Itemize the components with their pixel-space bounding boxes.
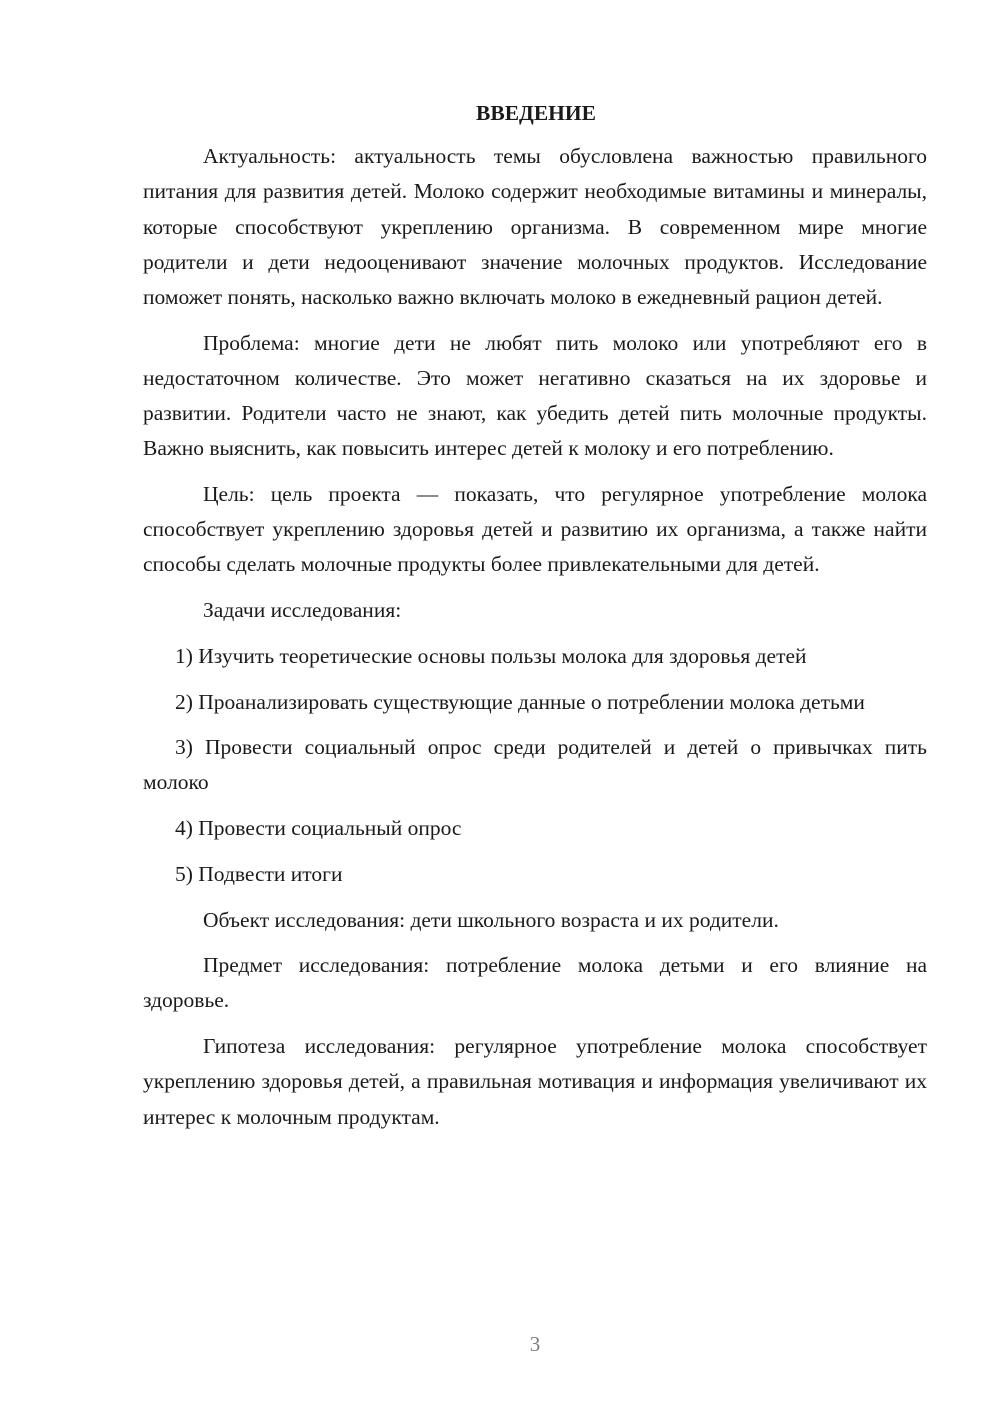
task-item-5: 5) Подвести итоги [175,861,343,886]
paragraph-object: Объект исследования: дети школьного возраста и их родители. [203,907,779,932]
page-number: 3 [529,1332,541,1356]
task-item-4: 4) Провести социальный опрос [175,816,462,841]
paragraph-hypothesis: Гипотеза исследования: регулярное употребление молока способствует укреплению здоровья детей, а правильная мотивация и информация увеличивают их интерес к молочным продуктам. [143,1034,927,1129]
paragraph-subject: Предмет исследования: потребление молока детьми и его влияние на здоровье. [143,953,927,1013]
section-title: ВВЕДЕНИЕ [476,101,596,125]
paragraph-goal: Цель: цель проекта — показать, что регулярное употребление молока способствует укреплению здоровья детей и развитию их организма, а также найти способы сделать молочные продукты более привлекательными для детей. [143,482,927,577]
document-body [143,96,927,1145]
task-item-2: 2) Проанализировать существующие данные о потреблении молока детьми [175,689,865,714]
task-item-1: 1) Изучить теоретические основы пользы молока для здоровья детей [175,643,807,668]
task-item-3: 3) Провести социальный опрос среди родителей и детей о привычках пить молоко [143,735,927,795]
paragraph-problem: Проблема: многие дети не любят пить молоко или употребляют его в недостаточном количестве. Это может негативно сказаться на их здоровье и развитии. Родители часто не знают, как убедить детей пить молочные продукты. Важно выяснить, как повысить интерес детей к молоку и его потреблению. [143,330,927,461]
paragraph-relevance: Актуальность: актуальность темы обусловлена важностью правильного питания для развития детей. Молоко содержит необходимые витамины и минералы, которые способствуют укреплению организма. В современном мире многие родители и дети недооценивают значение молочных продуктов. Исследование поможет понять, насколько важно включать молоко в ежедневный рацион детей. [143,144,927,310]
tasks-heading: Задачи исследования: [203,598,402,623]
